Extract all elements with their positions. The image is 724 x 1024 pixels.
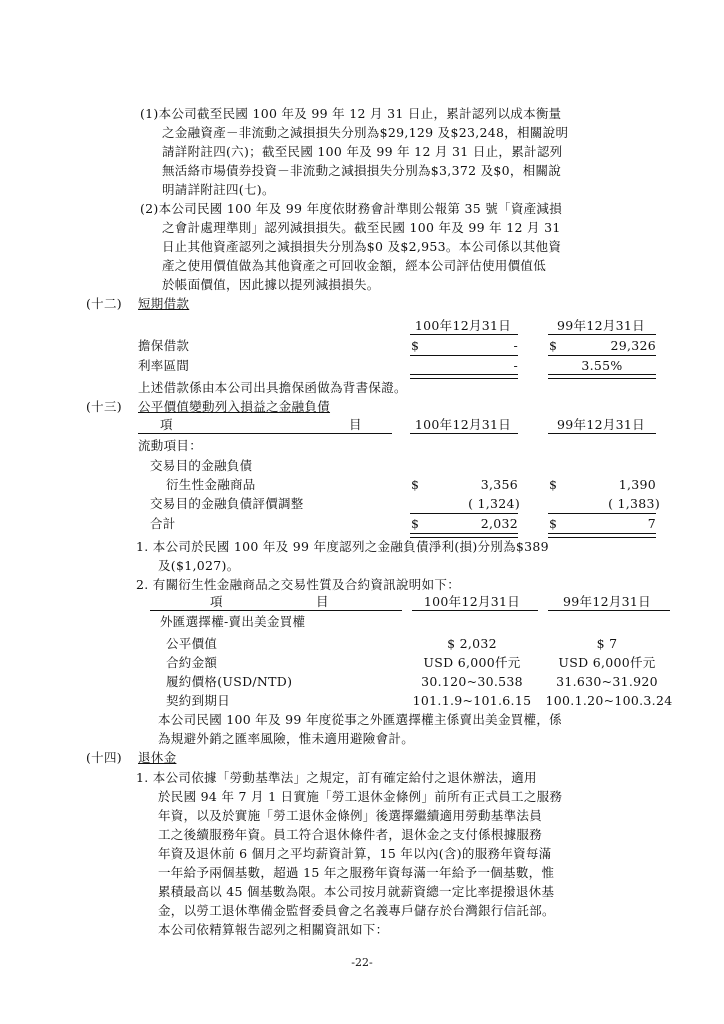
s12-title: 短期借款 xyxy=(138,296,190,311)
impairment-p1-line4: 無活絡市場債券投資－非流動之減損損失分別為$3,372 及$0，相關說 xyxy=(162,163,562,178)
s13-t2-row3-value-b: 31.630~31.920 xyxy=(556,674,658,689)
impairment-p1-line2: 之金融資產－非流動之減損損失分別為$29,129 及$23,248，相關說明 xyxy=(162,125,569,140)
s13-t2-row4-value-b: 100.1.20~100.3.24 xyxy=(545,693,673,708)
s12-row1-rule-a xyxy=(410,355,518,356)
s13-t2-row1-value-a: $ 2,032 xyxy=(447,636,497,651)
s13-row4-rule-a xyxy=(410,513,518,514)
s13-t2-col-a-rule xyxy=(412,610,538,611)
s13-item-rule xyxy=(138,433,392,434)
s12-row2-double-rule-b xyxy=(548,374,656,379)
impairment-p1-line3: 請詳附註四(六)；截至民國 100 年及 99 年 12 月 31 日止，累計認列 xyxy=(162,144,563,159)
s12-col-b-header: 99年12月31日 xyxy=(557,318,645,333)
s13-t2-col-b-header: 99年12月31日 xyxy=(563,594,651,609)
s12-col-a-rule xyxy=(410,334,518,335)
s12-row2-value-a: - xyxy=(513,358,518,373)
s12-col-a-header: 100年12月31日 xyxy=(414,318,512,333)
s14-title: 退休金 xyxy=(138,750,177,765)
s13-row5-double-rule-a xyxy=(410,533,518,538)
s13-t2-col-b-rule xyxy=(548,610,670,611)
s13-t2-row4-label: 契約到期日 xyxy=(166,693,231,708)
s13-t2-note-line1: 本公司民國 100 年及 99 年度從事之外匯選擇權主係賣出美金買權，係 xyxy=(158,712,562,727)
s12-row1-value-b: 29,326 xyxy=(610,338,656,353)
s13-t2-header-item2: 目 xyxy=(316,594,329,609)
impairment-p2-line4: 產之使用價值做為其他資產之可回收金額，經本公司評估使用價值低 xyxy=(162,258,547,273)
s13-t2-row2-value-b: USD 6,000仟元 xyxy=(558,655,656,670)
s13-row-current-items: 流動項目： xyxy=(138,438,203,453)
s13-row4-value-a: ( 1,324) xyxy=(468,496,520,511)
s14-number: (十四) xyxy=(86,750,122,765)
s14-p1-line5: 年資及退休前 6 個月之平均薪資計算，15 年以內(含)的服務年資每滿 xyxy=(158,846,552,861)
impairment-p1-line1: (1)本公司截至民國 100 年及 99 年 12 月 31 日止，累計認列以成本衡量 xyxy=(140,106,562,121)
impairment-p2-line5: 於帳面價值，因此據以提列減損損失。 xyxy=(162,277,380,292)
s13-header-item: 項 xyxy=(160,417,173,432)
s14-p1-line6: 一年給予兩個基數，超過 15 年之服務年資每滿一年給予一個基數，惟 xyxy=(158,865,555,880)
s13-t2-row2-label: 合約金額 xyxy=(166,655,218,670)
s13-t2-row1-label: 公平價值 xyxy=(166,636,218,651)
s14-p1-line3: 年資，以及於實施「勞工退休金條例」後選擇繼續適用勞動基準法員 xyxy=(158,808,543,823)
s13-t2-header-item: 項 xyxy=(210,594,223,609)
s13-t2-row1-value-b: $ 7 xyxy=(596,636,618,651)
s12-row2-label: 利率區間 xyxy=(138,358,190,373)
s12-row2-double-rule-a xyxy=(410,374,518,379)
s13-t2-row3-label: 履約價格(USD/NTD) xyxy=(166,674,293,689)
s13-number: (十三) xyxy=(86,399,122,414)
s13-row4-value-b: ( 1,383) xyxy=(608,496,660,511)
s12-note: 上述借款係由本公司出具擔保函做為背書保證。 xyxy=(138,380,407,395)
s14-p1-line4: 工之後續服務年資。員工符合退休條件者，退休金之支付係根據服務 xyxy=(158,827,543,842)
s13-col-b-header: 99年12月31日 xyxy=(557,417,645,432)
s13-note2: 2. 有關衍生性金融商品之交易性質及合約資訊說明如下： xyxy=(136,577,461,592)
s13-header-item2: 目 xyxy=(349,417,362,432)
s14-p1-line9: 本公司依精算報告認列之相關資訊如下： xyxy=(158,922,389,937)
s13-t2-row0-label: 外匯選擇權-賣出美金買權 xyxy=(160,614,306,629)
s13-title: 公平價值變動列入損益之金融負債 xyxy=(138,399,331,414)
s13-note1-line2: 及($1,027)。 xyxy=(158,558,240,573)
s13-t2-row2-value-a: USD 6,000仟元 xyxy=(423,655,521,670)
s13-row3-label: 衍生性金融商品 xyxy=(166,477,256,492)
s13-t2-col-a-header: 100年12月31日 xyxy=(423,594,521,609)
s13-row3-currency-b: $ xyxy=(549,477,558,492)
s12-number: (十二) xyxy=(86,296,122,311)
s12-row1-rule-b xyxy=(548,355,656,356)
s13-row4-rule-b xyxy=(548,513,656,514)
s12-row1-label: 擔保借款 xyxy=(138,338,190,353)
s13-row5-currency-a: $ xyxy=(411,516,420,531)
s13-note1-line1: 1. 本公司於民國 100 年及 99 年度認列之金融負債淨利(損)分別為$389 xyxy=(136,539,549,554)
s12-col-b-rule xyxy=(548,334,656,335)
s13-col-a-header: 100年12月31日 xyxy=(414,417,512,432)
s13-col-a-rule xyxy=(410,433,518,434)
s14-p1-line8: 金，以勞工退休準備金監督委員會之名義專戶儲存於台灣銀行信託部。 xyxy=(158,903,555,918)
s13-row5-currency-b: $ xyxy=(549,516,558,531)
s14-p1-line7: 累積最高以 45 個基數為限。本公司按月就薪資總一定比率提撥退休基 xyxy=(158,884,555,899)
impairment-p2-line1: (2)本公司民國 100 年及 99 年度依財務會計準則公報第 35 號「資產減損 xyxy=(140,201,563,216)
s13-t2-row4-value-a: 101.1.9~101.6.15 xyxy=(412,693,532,708)
s13-col-b-rule xyxy=(548,433,656,434)
s13-row3-currency-a: $ xyxy=(411,477,420,492)
s13-row5-value-a: 2,032 xyxy=(480,516,518,531)
s13-t2-item-rule xyxy=(150,610,402,611)
s13-t2-row3-value-a: 30.120~30.538 xyxy=(421,674,523,689)
s13-row3-value-a: 3,356 xyxy=(480,477,518,492)
s14-p1-line2: 於民國 94 年 7 月 1 日實施「勞工退休金條例」前所有正式員工之服務 xyxy=(158,789,563,804)
s13-row-trading-liabilities: 交易目的金融負債 xyxy=(150,458,253,473)
s14-p1-line1: 1. 本公司依據「勞動基準法」之規定，訂有確定給付之退休辦法，適用 xyxy=(136,770,537,785)
s13-row5-value-b: 7 xyxy=(647,516,656,531)
s13-row5-label: 合計 xyxy=(150,516,176,531)
s12-row2-value-b: 3.55% xyxy=(581,358,623,373)
impairment-p2-line3: 日止其他資產認列之減損損失分別為$0 及$2,953。本公司係以其他資 xyxy=(162,239,562,254)
page-number: -22- xyxy=(351,956,373,969)
s12-row1-value-a: - xyxy=(513,338,518,353)
impairment-p1-line5: 明請詳附註四(七)。 xyxy=(162,182,275,197)
s12-row1-currency-a: $ xyxy=(411,338,420,353)
s13-t2-note-line2: 為規避外銷之匯率風險，惟未適用避險會計。 xyxy=(158,731,415,746)
s13-row5-double-rule-b xyxy=(548,533,656,538)
impairment-p2-line2: 之會計處理準則」認列減損損失。截至民國 100 年及 99 年 12 月 31 xyxy=(162,220,561,235)
s12-row1-currency-b: $ xyxy=(549,338,558,353)
s13-row4-label: 交易目的金融負債評價調整 xyxy=(150,496,304,511)
s13-row3-value-b: 1,390 xyxy=(618,477,656,492)
